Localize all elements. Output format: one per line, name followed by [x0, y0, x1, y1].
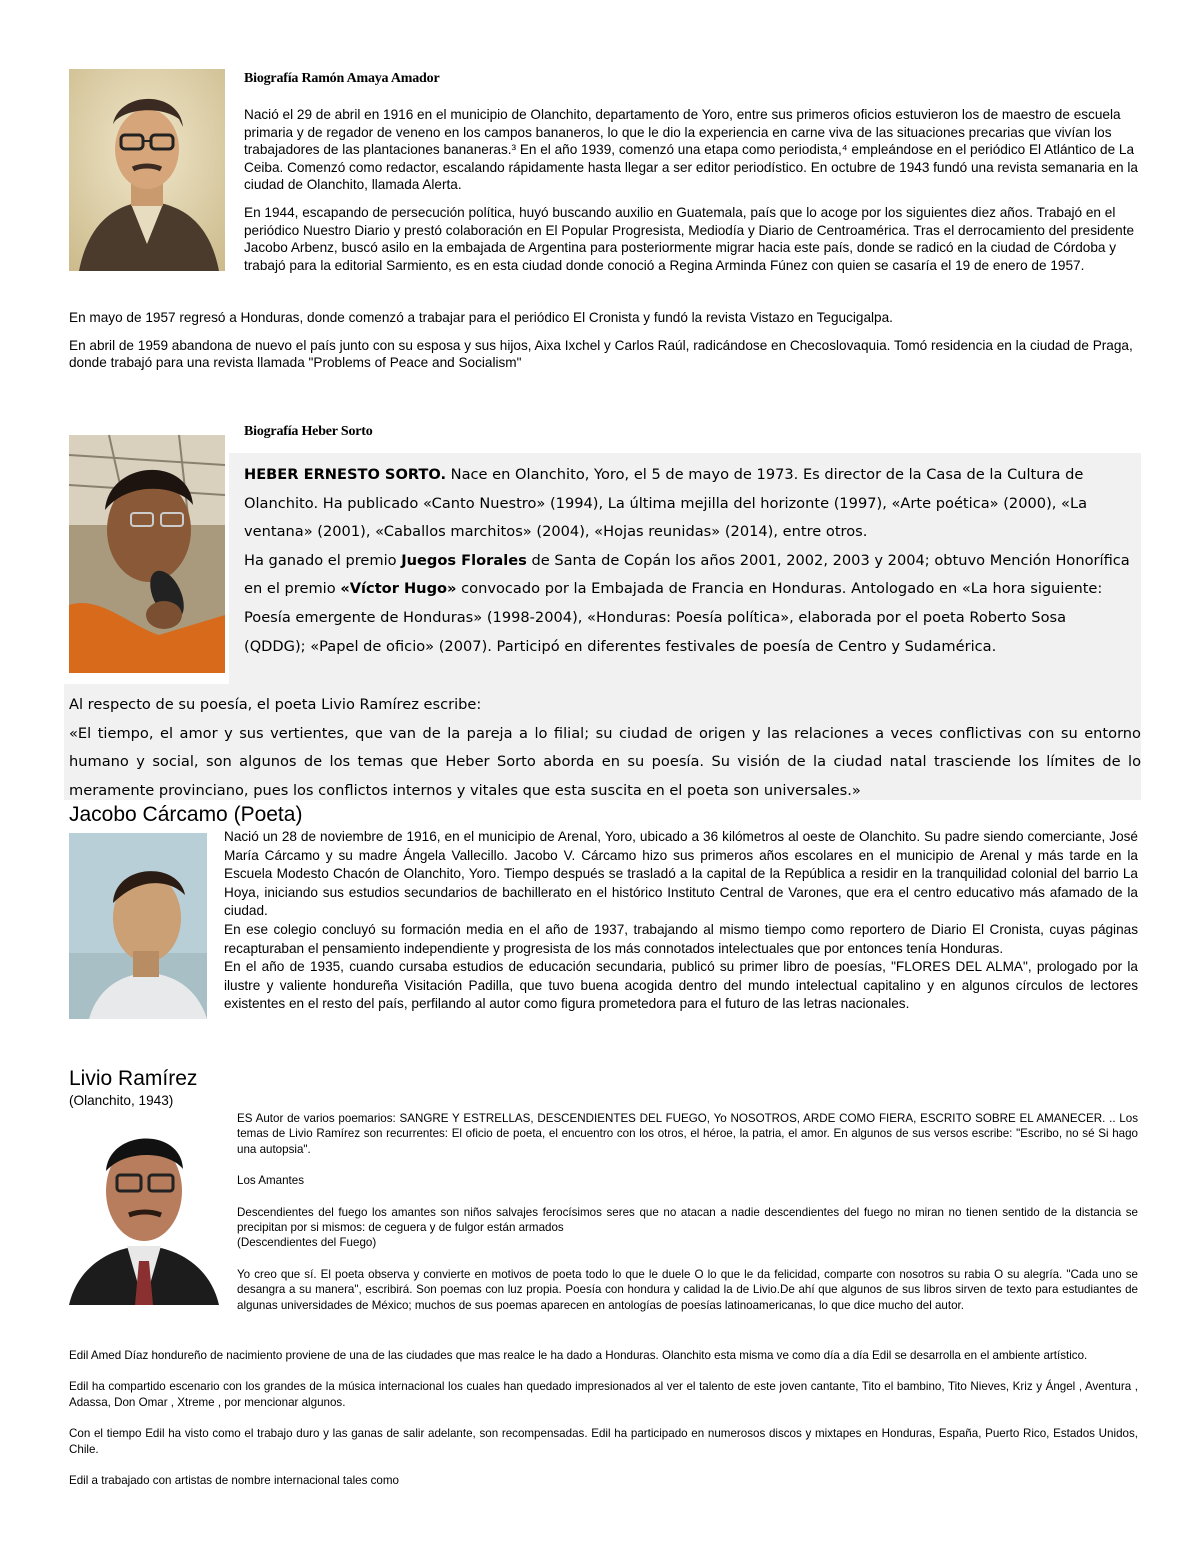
- livio-poem-source: (Descendientes del Fuego): [237, 1236, 377, 1250]
- edil-paragraph: Edil ha compartido escenario con los grandes de la música internacional los cuales han quedado impresionados al ver el talento de este joven cantante, Tito el bambino, Tito Nieves, Kriz y Ángel , Aventura , Adassa, Don Omar , Xtreme , por mencionar algunos.: [69, 1380, 1138, 1409]
- heber-photo: [69, 435, 225, 673]
- ramon-paragraph: Nació el 29 de abril en 1916 en el municipio de Olanchito, departamento de Yoro, entre sus primeros oficios estuvieron los de maestro de escuela primaria y de regador de veneno en los campos bananeros, lo que le dio la experiencia en carne viva de las situaciones precarias que vivían los trabajadores de las plantaciones bananeras.³ En el año 1939, comenzó una etapa como periodista,⁴ empleándose en el periódico El Atlántico de La Ceiba. Comenzó como redactor, escalando rápidamente hasta llegar a ser editor periodístico. En octubre de 1943 fundó una revista semanaria en la ciudad de Olanchito, llamada Alerta.: [244, 107, 1138, 193]
- float-spacer: [69, 828, 224, 1020]
- jacobo-paragraph: En ese colegio concluyó su formación media en el año de 1937, trabajando al mismo tiempo como reportero de Diario El Cronista, cuyas páginas recapturaban el pensamiento independiente y progresista de los más connotados intelectuales que por entonces tenía Honduras.: [224, 921, 1138, 956]
- heber-paragraph: [244, 461, 1130, 547]
- heber-text: Nace en Olanchito, Yoro, el 5 de mayo de 1973. Es director de la Casa de la Cultura de Olanchito. Ha publicado «Canto Nuestro» (1994), La última mejilla del horizonte (1997), «Arte poética» (2000), «La ventana» (2001), «Caballos marchitos» (2004), «Hojas reunidas» (2014), entre otros.: [244, 466, 1088, 541]
- ramon-paragraph: En mayo de 1957 regresó a Honduras, donde comenzó a trabajar para el periódico El Cronista y fundó la revista Vistazo en Tegucigalpa.: [69, 310, 893, 325]
- ramon-paragraph: En 1944, escapando de persecución política, huyó buscando auxilio en Guatemala, país que lo acoge por los siguientes diez años. Trabajó en el periódico Nuestro Diario y prestó colaboración en El Popular Progresista, Mediodía y Diario de Centroamérica. Tras el derrocamiento del presidente Jacobo Arbenz, buscó asilo en la embajada de Argentina para posteriormente migrar hacia este país, donde se radicó en la ciudad de Córdoba y trabajó para la editorial Sarmiento, es en esta ciudad donde conoció a Regina Arminda Fúnez con quien se casaría el 19 de enero de 1957.: [244, 204, 1135, 273]
- jacobo-body: [69, 828, 1138, 1020]
- livio-subtitle: (Olanchito, 1943): [69, 1093, 174, 1108]
- livio-title: Livio Ramírez: [69, 1067, 198, 1090]
- heber-paragraph: Al respecto de su poesía, el poeta Livio Ramírez escribe:: [69, 696, 482, 713]
- livio-paragraph: ES Autor de varios poemarios: SANGRE Y ESTRELLAS, DESCENDIENTES DEL FUEGO, Yo NOSOTROS, ARDE COMO FIERA, ESCRITO SOBRE EL AMANECER. .. Los temas de Livio Ramírez son recurrentes: El oficio de poeta, el encuentro con los otros, el héroe, la patria, el amor. En algunos de sus versos escribe: "Escribo, no sé Si hago una autopsia".: [237, 1112, 1138, 1156]
- heber-text: Ha ganado el premio: [244, 551, 402, 569]
- jacobo-title: Jacobo Cárcamo (Poeta): [69, 803, 303, 826]
- ramon-lower: [69, 309, 1139, 372]
- heber-title: Biografía Heber Sorto: [244, 424, 373, 439]
- heber-text: de Santa de Copán los años 2001, 2002, 2003 y 2004; obtuvo Mención Honorífica en el premio: [244, 551, 1130, 598]
- jacobo-paragraph: En el año de 1935, cuando cursaba estudios de educación secundaria, publicó su primer libro de poesías, "FLORES DEL ALMA", prologado por la ilustre y valiente hondureña Visitación Padilla, que tuvo buena acogida dentro del mundo intelectual capitalino y en algunos círculos de lectores existentes en el resto del país, perfilando al autor como figura prometedora para el futuro de las letras nacionales.: [224, 959, 1138, 1012]
- ramon-paragraph: En abril de 1959 abandona de nuevo el país junto con su esposa y sus hijos, Aixa Ixchel y Carlos Raúl, radicándose en Checoslovaquia. Tomó residencia en la ciudad de Praga, donde trabajó para una revista llamada "Problems of Peace and Socialism": [69, 337, 1133, 371]
- ramon-title: Biografía Ramón Amaya Amador: [244, 71, 440, 86]
- ramon-float-spacer: [69, 106, 244, 276]
- edil-paragraph: Edil Amed Díaz hondureño de nacimiento proviene de una de las ciudades que mas realce le ha dado a Honduras. Olanchito esta misma ve como día a día Edil se desarrolla en el ambiente artístico.: [69, 1349, 1088, 1362]
- heber-award: Juegos Florales: [401, 551, 527, 569]
- edil-paragraph: Edil a trabajado con artistas de nombre internacional tales como: [69, 1474, 399, 1488]
- edil-body: [69, 1348, 1138, 1488]
- heber-quote-block: [69, 691, 1141, 805]
- heber-bio: [244, 461, 1130, 661]
- livio-body: [69, 1111, 1138, 1313]
- float-spacer: [69, 1111, 237, 1311]
- heber-paragraph: [244, 547, 1130, 661]
- livio-poem-title: Los Amantes: [237, 1174, 305, 1188]
- heber-quote: «El tiempo, el amor y sus vertientes, que van de la pareja a lo filial; su ciudad de origen y las relaciones a veces conflictivas con su entorno humano y social, son algunos de los temas que Heber Sorto aborda en su poesía. Su visión de la ciudad natal trasciende los límites de lo meramente provinciano, pues los conflictos internos y vitales que esta suscita en el poeta son universales.»: [69, 724, 1141, 799]
- heber-award: «Víctor Hugo»: [340, 580, 457, 598]
- heber-name: HEBER ERNESTO SORTO.: [244, 466, 447, 483]
- edil-paragraph: Con el tiempo Edil ha visto como el trabajo duro y las ganas de salir adelante, son recompensadas. Edil ha participado en numerosos discos y mixtapes en Honduras, España, Puerto Rico, Estados Unidos, Chile.: [69, 1427, 1138, 1456]
- jacobo-paragraph: Nació un 28 de noviembre de 1916, en el municipio de Arenal, Yoro, ubicado a 36 kilómetros al oeste de Olanchito. Su padre siendo comerciante, José María Cárcamo y su madre Ángela Vallecillo. Jacobo V. Cárcamo hizo sus primeros años escolares en el municipio de Arenal y más tarde en la Escuela Modesto Chacón de Olanchito, Yoro. Tiempo después se trasladó a la capital de la República a residir en la tranquilidad colonial del barrio La Hoya, iniciando sus estudios secundarios de bachillerato en el histórico Instituto Central de Varones, que era el centro educativo más afamado de la ciudad.: [224, 829, 1138, 919]
- livio-paragraph: Yo creo que sí. El poeta observa y convierte en motivos de poeta todo lo que le duele O lo que le da felicidad, comparte con nosotros su rabia O su alegría. "Cada uno se desangra a su manera", escribirá. Son poemas con luz propia. Poesía con hondura y calidad la de Livio.De ahí que algunos de sus libros sirven de texto para estudiantes de algunas universidades de México; muchos de sus poemas aparecen en antologías de poesías latinoamericanas, lo que dice mucho del autor.: [237, 1267, 1138, 1312]
- livio-poem: Descendientes del fuego los amantes son niños salvajes ferocísimos seres que no atacan a nadie descendientes del fuego no miran no tienen sentido de la distancia se precipitan por si mismos: de ceguera y de fulgor están armados: [237, 1205, 1138, 1235]
- heber-text: convocado por la Embajada de Francia en Honduras. Antologado en «La hora siguiente: Poesía emergente de Honduras» (1998-2004), «Honduras: Poesía política», elaborada por el poeta Roberto Sosa (QDDG); «Papel de oficio» (2007). Participó en diferentes festivales de poesía de Centro y Sudamérica.: [244, 580, 1103, 655]
- ramon-body: [69, 106, 1139, 276]
